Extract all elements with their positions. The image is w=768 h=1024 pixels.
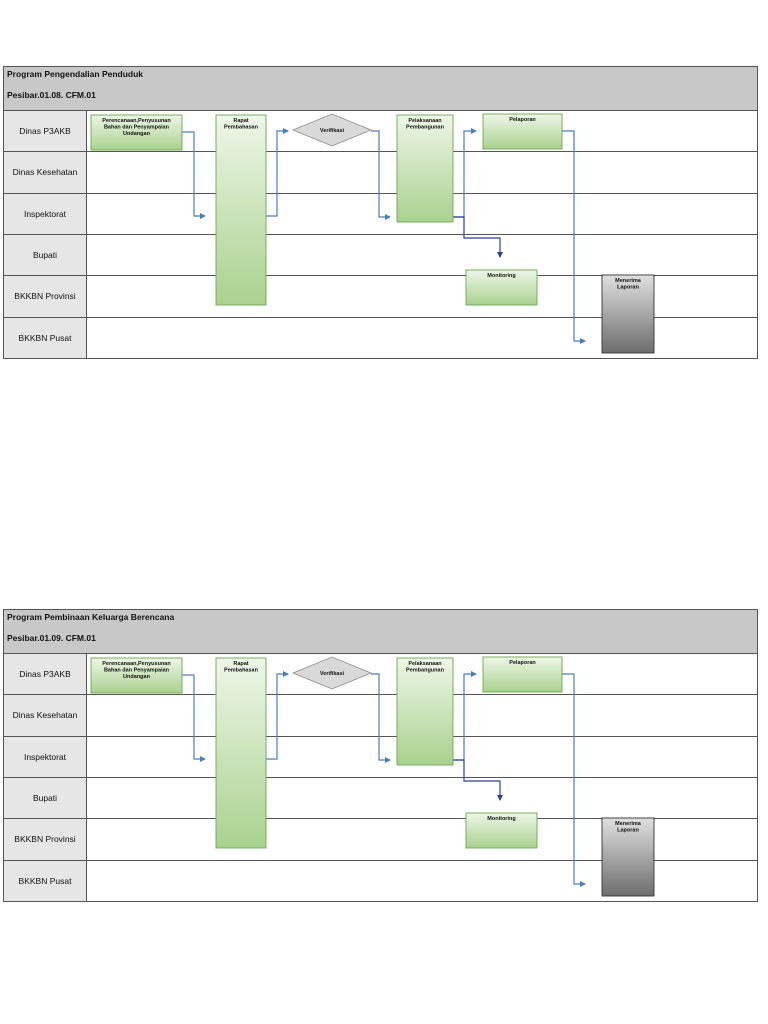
step-label: Monitoring xyxy=(487,816,516,822)
connector-arrow xyxy=(453,674,476,760)
step-label: Pembahasan xyxy=(224,124,258,131)
step-label: Bahan dan Penyampaian xyxy=(103,667,170,674)
rapat-pembahasan-task-box xyxy=(216,115,266,305)
menerima-laporan-box xyxy=(602,275,654,353)
connector-arrow xyxy=(371,674,390,760)
menerima-laporan-box xyxy=(602,818,654,896)
connector-arrow xyxy=(453,131,476,217)
perencanaan-task-box xyxy=(91,658,182,693)
monitoring-task-box xyxy=(466,813,537,848)
lane-label: BKKBN Provinsi xyxy=(4,276,87,316)
step-label: Menerima xyxy=(615,278,641,284)
step-label: Undangan xyxy=(123,674,150,680)
diagram-header xyxy=(3,609,758,654)
diagram-code: Pesibar.01.08. CFM.01 xyxy=(7,90,96,100)
step-label: Menerima xyxy=(615,821,641,827)
connector-arrow xyxy=(371,131,390,217)
diagram-title: Program Pengendalian Penduduk xyxy=(7,69,144,79)
connector-arrow xyxy=(562,131,585,341)
diagram-code: Pesibar.01.09. CFM.01 xyxy=(7,633,96,643)
lane-label: Bupati xyxy=(4,235,87,275)
step-label: Laporan xyxy=(617,284,639,291)
connector-arrow xyxy=(266,131,288,216)
process-diagram xyxy=(3,66,758,359)
step-label: Pelaporan xyxy=(509,117,536,123)
lane-label: Inspektorat xyxy=(4,194,87,234)
diagram-header xyxy=(3,66,758,111)
lane-label: Bupati xyxy=(4,778,87,818)
connector-arrow xyxy=(453,760,500,800)
step-label: Pelaksanaan xyxy=(408,118,442,124)
verifikasi-decision xyxy=(293,657,371,689)
connector-arrow xyxy=(562,674,585,884)
step-label: Undangan xyxy=(123,131,150,137)
lane-label: BKKBN Pusat xyxy=(4,318,87,358)
lane-label: BKKBN Pusat xyxy=(4,861,87,901)
flow-layer xyxy=(3,654,758,902)
step-label: Pembangunan xyxy=(406,667,444,674)
lane-label: Inspektorat xyxy=(4,737,87,777)
lane-label: Dinas Kesehatan xyxy=(4,695,87,735)
step-label: Perencanaan,Penyusunan xyxy=(102,661,171,667)
process-diagram xyxy=(3,609,758,902)
verifikasi-decision xyxy=(293,114,371,146)
pelaporan-task-box xyxy=(483,657,562,692)
step-label: Pembahasan xyxy=(224,667,258,674)
step-label: Perencanaan,Penyusunan xyxy=(102,118,171,124)
diagram-title: Program Pembinaan Keluarga Berencana xyxy=(7,612,175,622)
flow-layer xyxy=(3,111,758,359)
perencanaan-task-box xyxy=(91,115,182,150)
connector-arrow xyxy=(266,674,288,759)
pelaporan-task-box xyxy=(483,114,562,149)
step-label: Rapat xyxy=(233,661,249,667)
connector-arrow xyxy=(182,675,205,759)
step-label: Pelaksanaan xyxy=(408,661,442,667)
step-label: Rapat xyxy=(233,118,249,124)
monitoring-task-box xyxy=(466,270,537,305)
step-label: Verifikasi xyxy=(319,128,345,134)
step-label: Verifikasi xyxy=(319,671,345,677)
rapat-pembahasan-task-box xyxy=(216,658,266,848)
step-label: Laporan xyxy=(617,827,639,834)
lane-label: Dinas Kesehatan xyxy=(4,152,87,192)
lane-label: Dinas P3AKB xyxy=(4,111,87,151)
connector-arrow xyxy=(453,217,500,257)
lane-label: Dinas P3AKB xyxy=(4,654,87,694)
pelaksanaan-task-box xyxy=(397,115,453,222)
step-label: Pembangunan xyxy=(406,124,444,131)
lane-label: BKKBN Provinsi xyxy=(4,819,87,859)
step-label: Pelaporan xyxy=(509,660,536,666)
step-label: Monitoring xyxy=(487,273,516,279)
step-label: Bahan dan Penyampaian xyxy=(103,124,170,131)
pelaksanaan-task-box xyxy=(397,658,453,765)
connector-arrow xyxy=(182,132,205,216)
